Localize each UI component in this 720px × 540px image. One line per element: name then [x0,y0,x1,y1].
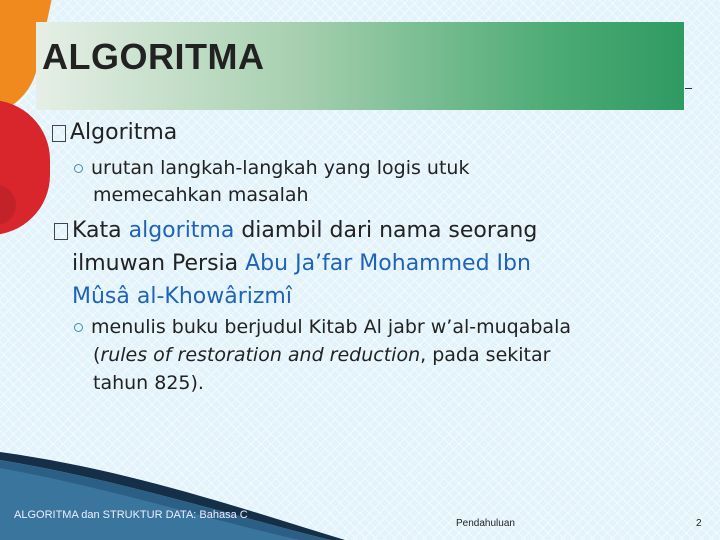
bullet-algoritma-text: Algoritma [70,120,178,145]
sub-bullet-menulis-line2-post: , pada sekitar [420,344,551,366]
sub-bullet-urutan-line1: urutan langkah-langkah yang logis utuk [91,157,470,179]
bullet-box-icon [52,125,66,142]
bullet2-line1-pre: Kata [72,218,129,243]
slide-number: 2 [696,518,702,529]
sub-bullet-urutan [74,155,469,209]
bullet-kata-algoritma [54,214,537,313]
footer-section: Pendahuluan [456,518,515,529]
sub-bullet-menulis-italic: rules of restoration and reduction [100,344,421,366]
bullet2-name-part2: Mûsâ al-Khowârizmî [72,284,292,309]
bullet2-line1-post: diambil dari nama seorang [234,218,538,243]
footer-swoosh-decoration [0,430,720,540]
bullet2-word-algoritma: algoritma [128,218,235,243]
circle-bullet-icon [74,164,83,173]
circle-bullet-icon [74,323,83,332]
bullet-box-icon [54,223,68,240]
footer-course-title: ALGORITMA dan STRUKTUR DATA: Bahasa C [14,509,248,521]
sub-bullet-urutan-line2: memecahkan masalah [93,184,309,206]
bullet-algoritma [52,120,177,145]
sub-bullet-menulis-line2-pre: ( [93,344,101,366]
bullet2-name-part1: Abu Ja’far Mohammed Ibn [245,251,531,276]
title-dash [685,88,692,89]
bullet2-line2-pre: ilmuwan Persia [72,251,246,276]
sub-bullet-menulis-line3: tahun 825). [93,372,204,394]
sub-bullet-menulis-line1: menulis buku berjudul Kitab Al jabr w’al-muqabala [91,316,572,338]
slide-title: ALGORITMA [42,36,265,77]
sub-bullet-menulis [74,313,571,397]
